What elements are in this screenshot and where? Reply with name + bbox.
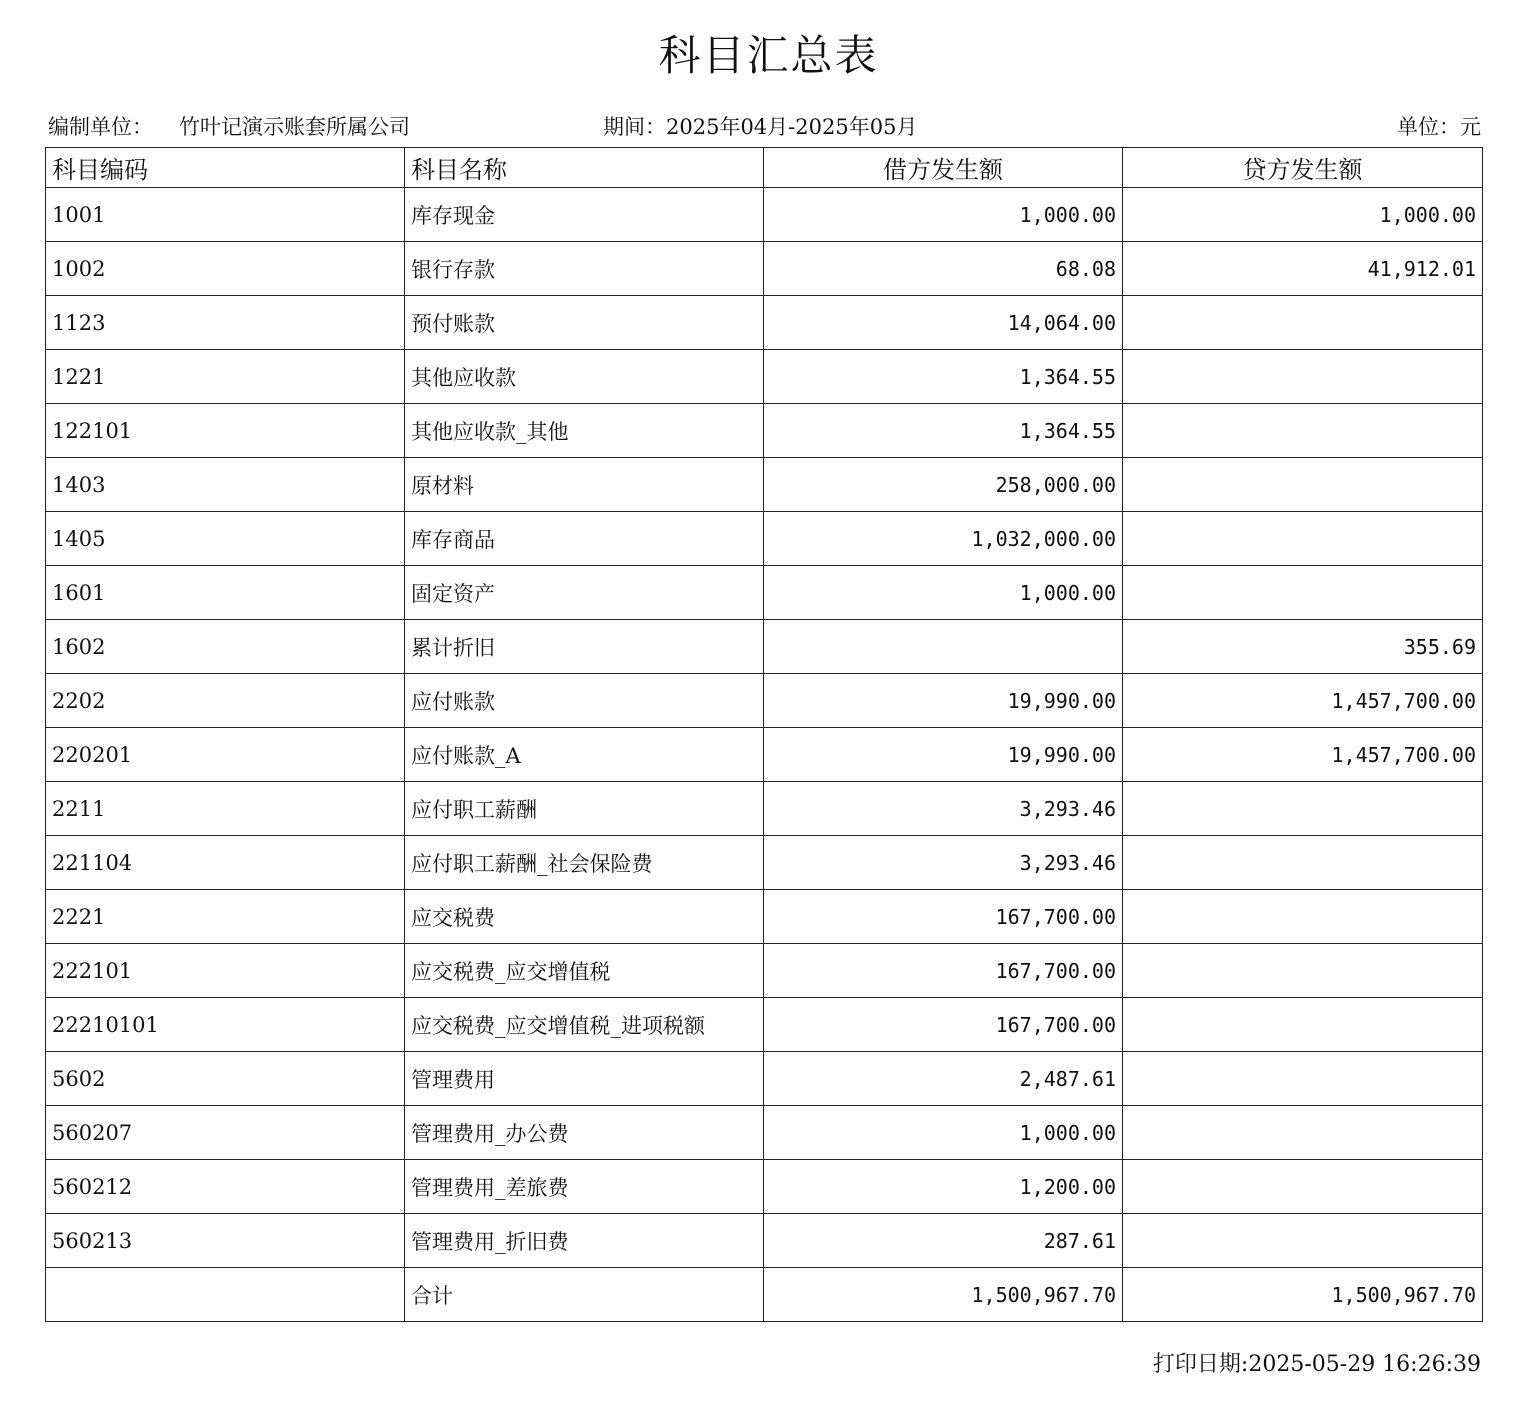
table-row bbox=[46, 404, 1483, 458]
credit-amount bbox=[1123, 1106, 1483, 1160]
table-row bbox=[46, 350, 1483, 404]
account-name: 原材料 bbox=[405, 458, 764, 512]
debit-amount: 3,293.46 bbox=[764, 782, 1123, 836]
print-date bbox=[1153, 1350, 1481, 1380]
credit-amount bbox=[1123, 890, 1483, 944]
credit-amount: 355.69 bbox=[1123, 620, 1483, 674]
account-code: 1123 bbox=[46, 296, 405, 350]
account-name: 预付账款 bbox=[405, 296, 764, 350]
table-row bbox=[46, 512, 1483, 566]
account-name: 应付账款 bbox=[405, 674, 764, 728]
table-row bbox=[46, 458, 1483, 512]
account-code: 22210101 bbox=[46, 998, 405, 1052]
account-name: 累计折旧 bbox=[405, 620, 764, 674]
header-credit-amount: 贷方发生额 bbox=[1123, 148, 1483, 188]
table-row bbox=[46, 890, 1483, 944]
print-date-value: 2025-05-29 16:26:39 bbox=[1248, 1352, 1481, 1377]
account-name: 管理费用 bbox=[405, 1052, 764, 1106]
table-row bbox=[46, 242, 1483, 296]
account-name: 管理费用_折旧费 bbox=[405, 1214, 764, 1268]
credit-amount bbox=[1123, 1052, 1483, 1106]
credit-amount bbox=[1123, 404, 1483, 458]
debit-amount: 258,000.00 bbox=[764, 458, 1123, 512]
table-row bbox=[46, 1160, 1483, 1214]
table-row bbox=[46, 620, 1483, 674]
table-row bbox=[46, 1052, 1483, 1106]
account-name: 应付职工薪酬 bbox=[405, 782, 764, 836]
debit-amount: 1,200.00 bbox=[764, 1160, 1123, 1214]
credit-amount bbox=[1123, 1160, 1483, 1214]
period-value: 2025年04月-2025年05月 bbox=[666, 115, 918, 139]
account-name: 应交税费 bbox=[405, 890, 764, 944]
table-row bbox=[46, 1106, 1483, 1160]
credit-amount bbox=[1123, 836, 1483, 890]
total-debit: 1,500,967.70 bbox=[764, 1268, 1123, 1322]
table-row bbox=[46, 566, 1483, 620]
credit-amount bbox=[1123, 1214, 1483, 1268]
debit-amount: 167,700.00 bbox=[764, 944, 1123, 998]
debit-amount: 1,032,000.00 bbox=[764, 512, 1123, 566]
summary-table bbox=[45, 147, 1483, 1322]
unit-value: 元 bbox=[1460, 115, 1481, 139]
header-debit-amount: 借方发生额 bbox=[764, 148, 1123, 188]
table-row bbox=[46, 1214, 1483, 1268]
total-row bbox=[46, 1268, 1483, 1322]
account-code: 560213 bbox=[46, 1214, 405, 1268]
debit-amount: 1,000.00 bbox=[764, 188, 1123, 242]
debit-amount: 1,364.55 bbox=[764, 404, 1123, 458]
account-name: 应交税费_应交增值税_进项税额 bbox=[405, 998, 764, 1052]
account-code: 560207 bbox=[46, 1106, 405, 1160]
credit-amount: 1,457,700.00 bbox=[1123, 674, 1483, 728]
report-title: 科目汇总表 bbox=[658, 31, 879, 80]
account-name: 管理费用_办公费 bbox=[405, 1106, 764, 1160]
header-account-name: 科目名称 bbox=[405, 148, 764, 188]
table-row bbox=[46, 674, 1483, 728]
account-name: 银行存款 bbox=[405, 242, 764, 296]
account-name: 库存现金 bbox=[405, 188, 764, 242]
account-code: 1602 bbox=[46, 620, 405, 674]
period-info bbox=[603, 112, 917, 142]
table-row bbox=[46, 944, 1483, 998]
account-code: 222101 bbox=[46, 944, 405, 998]
org-label: 编制单位： bbox=[48, 115, 153, 139]
debit-amount: 1,364.55 bbox=[764, 350, 1123, 404]
table-header-row bbox=[46, 148, 1483, 188]
credit-amount: 1,457,700.00 bbox=[1123, 728, 1483, 782]
debit-amount: 167,700.00 bbox=[764, 890, 1123, 944]
period-label: 期间： bbox=[603, 115, 666, 139]
account-name: 其他应收款_其他 bbox=[405, 404, 764, 458]
credit-amount bbox=[1123, 458, 1483, 512]
total-code bbox=[46, 1268, 405, 1322]
account-code: 1403 bbox=[46, 458, 405, 512]
debit-amount: 19,990.00 bbox=[764, 674, 1123, 728]
credit-amount bbox=[1123, 350, 1483, 404]
total-label: 合计 bbox=[405, 1268, 764, 1322]
credit-amount: 1,000.00 bbox=[1123, 188, 1483, 242]
debit-amount: 287.61 bbox=[764, 1214, 1123, 1268]
account-code: 221104 bbox=[46, 836, 405, 890]
account-name: 固定资产 bbox=[405, 566, 764, 620]
account-name: 应交税费_应交增值税 bbox=[405, 944, 764, 998]
account-code: 560212 bbox=[46, 1160, 405, 1214]
table-row bbox=[46, 836, 1483, 890]
table-row bbox=[46, 296, 1483, 350]
account-code: 2211 bbox=[46, 782, 405, 836]
account-code: 122101 bbox=[46, 404, 405, 458]
credit-amount: 41,912.01 bbox=[1123, 242, 1483, 296]
credit-amount bbox=[1123, 512, 1483, 566]
debit-amount: 3,293.46 bbox=[764, 836, 1123, 890]
account-name: 其他应收款 bbox=[405, 350, 764, 404]
account-name: 应付账款_A bbox=[405, 728, 764, 782]
account-code: 1001 bbox=[46, 188, 405, 242]
account-name: 应付职工薪酬_社会保险费 bbox=[405, 836, 764, 890]
unit-label: 单位： bbox=[1397, 115, 1460, 139]
credit-amount bbox=[1123, 944, 1483, 998]
debit-amount: 1,000.00 bbox=[764, 566, 1123, 620]
account-code: 2202 bbox=[46, 674, 405, 728]
credit-amount bbox=[1123, 566, 1483, 620]
header-account-code: 科目编码 bbox=[46, 148, 405, 188]
table-row bbox=[46, 998, 1483, 1052]
unit-info bbox=[1397, 112, 1481, 142]
total-credit: 1,500,967.70 bbox=[1123, 1268, 1483, 1322]
debit-amount: 19,990.00 bbox=[764, 728, 1123, 782]
account-code: 1601 bbox=[46, 566, 405, 620]
debit-amount: 68.08 bbox=[764, 242, 1123, 296]
credit-amount bbox=[1123, 782, 1483, 836]
debit-amount: 2,487.61 bbox=[764, 1052, 1123, 1106]
table-row bbox=[46, 782, 1483, 836]
credit-amount bbox=[1123, 296, 1483, 350]
account-name: 库存商品 bbox=[405, 512, 764, 566]
account-code: 5602 bbox=[46, 1052, 405, 1106]
table-row bbox=[46, 188, 1483, 242]
debit-amount: 167,700.00 bbox=[764, 998, 1123, 1052]
account-code: 2221 bbox=[46, 890, 405, 944]
table-row bbox=[46, 728, 1483, 782]
account-code: 220201 bbox=[46, 728, 405, 782]
account-name: 管理费用_差旅费 bbox=[405, 1160, 764, 1214]
org-info bbox=[48, 112, 410, 142]
debit-amount: 14,064.00 bbox=[764, 296, 1123, 350]
account-code: 1405 bbox=[46, 512, 405, 566]
account-code: 1221 bbox=[46, 350, 405, 404]
org-value: 竹叶记演示账套所属公司 bbox=[179, 115, 410, 139]
debit-amount: 1,000.00 bbox=[764, 1106, 1123, 1160]
debit-amount bbox=[764, 620, 1123, 674]
credit-amount bbox=[1123, 998, 1483, 1052]
account-code: 1002 bbox=[46, 242, 405, 296]
print-date-label: 打印日期: bbox=[1152, 1352, 1249, 1377]
